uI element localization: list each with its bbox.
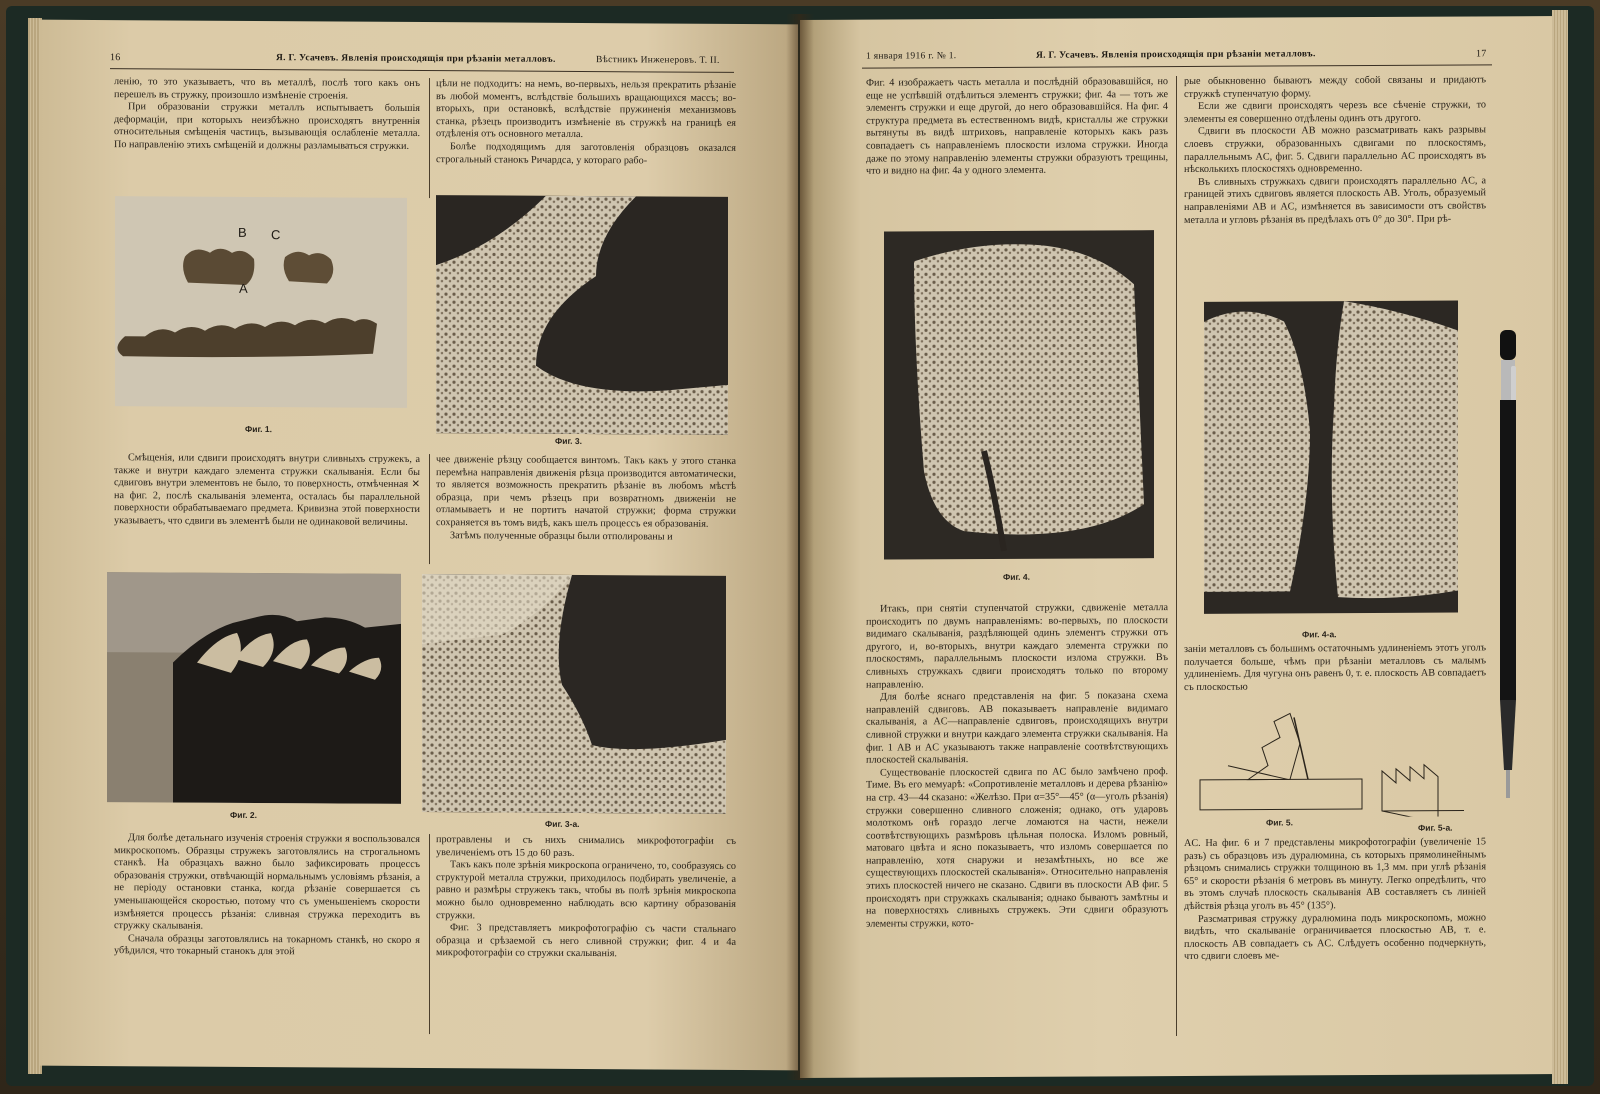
fig1-label-c: C [271, 227, 281, 243]
paragraph: Итакъ, при снятіи ступенчатой стружки, сдвиженіе металла происходитъ по двумъ направленіямъ: во-первыхъ, по плоскости видимаго скалыванія, раздѣляющей одинъ элементъ стружки отъ другого, и, во-вторыхъ, внутри каждаго элемента стружки по плоскостямъ, параллельнымъ плоскости излома стружки. Въ сливныхъ стружкахъ сдвиги происходятъ только по второму направленію. [866, 602, 1168, 691]
left-page-number: 16 [110, 52, 121, 64]
right-header-rule [862, 64, 1492, 68]
paragraph: При образованіи стружки металлъ испытываетъ большія деформаціи, при которыхъ неизбѣжно происходятъ внутреннія относительныя смѣщенія частицъ, вызывающія ослабленіе металла. По направленію этихъ смѣщеній и должны разламываться стружки. [114, 101, 420, 152]
fig5-diagram [1198, 707, 1364, 812]
fig3a-caption: Фиг. 3-а. [545, 818, 580, 829]
left-col2-top [436, 78, 736, 168]
right-col2-bottom [1184, 836, 1486, 964]
paragraph: Фиг. 4 изображаетъ часть металла и послѣдній образовавшійся, но еще не успѣвшій отдѣлиться элементъ стружки; фиг. 4а — тотъ же элементъ стружки и еще другой, до него образовавшійся. На фиг. 4 структура предмета въ естественномъ видѣ, кристаллы же стружки вытянуты въ видѣ штриховъ, направленіе которыхъ какъ разъ совпадаетъ съ направленіемъ плоскости излома стружки. Иногда даже по этому направленію элементы стружки образуютъ трещины, что и видно на фиг. 4а у одного элемента. [866, 76, 1168, 177]
fig1-label-b: B [238, 224, 247, 240]
paragraph: цѣли не подходитъ: на немъ, во-первыхъ, нельзя прекратить рѣзаніе въ любой моментъ, вслѣдствіе большихъ вращающихся массъ; во-вторыхъ, при остановкѣ, вслѣдствіе пружиненія механизмовъ станка, рѣзецъ производитъ измѣненіе въ стружкѣ на границѣ ея отдѣленія отъ основного металла. [436, 78, 736, 141]
right-col1-top [866, 76, 1168, 178]
column-rule [429, 834, 430, 1034]
fig2-caption: Фиг. 2. [230, 809, 257, 821]
paragraph: Въ сливныхъ стружкахъ сдвиги происходятъ параллельно AC, а границей этихъ сдвиговъ является плоскость AB. Уголъ, образуемый направленіями AB и AC, измѣняется въ зависимости отъ свойствъ металла и угловъ рѣзанія въ предѣлахъ отъ 0° до 30°. При рѣ- [1184, 175, 1486, 226]
paragraph: протравлены и съ нихъ снимались микрофотографіи съ увеличеніемъ отъ 15 до 60 разъ. [436, 834, 736, 859]
fig3-caption: Фиг. 3. [555, 435, 582, 446]
left-page [40, 20, 798, 1071]
fig3a-photo [422, 574, 726, 814]
left-header-title: Я. Г. Усачевъ. Явленія происходящія при рѣзаніи металловъ. [276, 53, 556, 65]
fig1-photo [115, 196, 407, 408]
right-col2-top [1184, 74, 1486, 227]
mechanical-pencil [1497, 330, 1519, 800]
fig5a-diagram [1378, 760, 1468, 816]
paragraph: рые обыкновенно бываютъ между собой связаны и придаютъ стружкѣ ступенчатую форму. [1184, 74, 1486, 100]
paragraph: Сдвиги въ плоскости AB можно разсматривать какъ разрывы слоевъ стружки, образованныхъ сдвигами по плоскостямъ, параллельнымъ AC, фиг. 5. Сдвиги параллельно AC происходятъ въ нѣсколькихъ плоскостяхъ одновременно. [1184, 124, 1486, 176]
left-col1-bottom [114, 832, 420, 960]
left-col1-top [114, 76, 420, 153]
fig5-caption: Фиг. 5. [1266, 817, 1293, 828]
paragraph: Разсматривая стружку дуралюмина подъ микроскопомъ, можно видѣть, что скалываніе ограничивается плоскостью AB, т. е. плоскость AB совпадаетъ съ AC. Слѣдуетъ особенно подчеркнуть, что сдвиги слоевъ ме- [1184, 911, 1486, 963]
fig5a-caption: Фиг. 5-а. [1418, 822, 1453, 833]
fig3-photo [436, 195, 728, 435]
paragraph: Смѣщенія, или сдвиги происходятъ внутри сливныхъ стружекъ, а также и внутри каждаго элемента стружки скалыванія. Если бы сдвиговъ внутри элементовъ не было, то поверхность, отмѣченная ✕ на фиг. 2, послѣ скалыванія элемента, осталась бы параллельной поверхности обрабатываемаго предмета. Кривизна этой поверхности указываетъ, что сдвиги въ элементѣ были не одинаковой величины. [114, 452, 420, 528]
column-rule [1176, 76, 1177, 1036]
left-col2-mid [436, 454, 736, 544]
paragraph: AC. На фиг. 6 и 7 представлены микрофотографіи (увеличеніе 15 разъ) съ образцовъ изъ дуралюмина, съ которыхъ прямолинейнымъ рѣзцомъ снимались стружки толщиною въ 1,3 мм. при углѣ рѣзанія 65° и скорости рѣзанія 6 метровъ въ минуту. Легко опредѣлить, что въ этомъ случаѣ плоскость скалыванія AB составляетъ съ линіей дѣйствія рѣзца уголъ въ 45° (135°). [1184, 836, 1486, 912]
fig4-caption: Фиг. 4. [1003, 571, 1030, 582]
paragraph: ленію, то это указываетъ, что въ металлѣ, послѣ того какъ онъ перешелъ въ стружку, произошло измѣненіе строенія. [114, 76, 420, 102]
right-col1-bottom [866, 602, 1168, 931]
paragraph: Болѣе подходящимъ для заготовленія образцовъ оказался строгальный станокъ Ричардса, у котораго рабо- [436, 141, 736, 166]
paragraph: Такъ какъ поле зрѣнія микроскопа ограничено, то, сообразуясь со структурой металла стружки, приходилось подбирать увеличеніе, а равно и размѣры стружекъ такъ, чтобы въ полѣ зрѣнія микроскопа можно было одновременно наблюдать всю картину образованія стружки. [436, 859, 736, 921]
left-header-rule [110, 68, 734, 73]
left-header-journal: Вѣстникъ Инженеровъ. Т. II. [596, 55, 720, 66]
paragraph: Сначала образцы заготовлялись на токарномъ станкѣ, но скоро я убѣдился, что токарный станокъ для этой [114, 932, 420, 958]
paragraph: заніи металловъ съ большимъ остаточнымъ удлиненіемъ этотъ уголъ получается больше, чѣмъ при рѣзаніи металловъ съ малымъ удлиненіемъ. Для чугуна онъ равенъ 0, т. е. плоскость AB совпадаетъ съ плоскостью [1184, 642, 1486, 693]
right-page-number: 17 [1476, 48, 1487, 60]
paragraph: Для болѣе яснаго представленія на фиг. 5 показана схема направленій сдвиговъ. AB показываетъ направленіе видимаго скалыванія, а AC—направленіе сдвиговъ, происходящихъ внутри сливной стружки и внутри каждаго элемента стружки скалыванія. На фиг. 1 AB и AC указываютъ также направленіе соотвѣтствующихъ плоскостей скалыванія. [866, 690, 1168, 766]
paragraph: чее движеніе рѣзцу сообщается винтомъ. Такъ какъ у этого станка перемѣна направленія движенія рѣзца производится автоматически, то является возможность прекратить рѣзаніе въ любомъ мѣстѣ образца, при чемъ рѣзецъ при возвратномъ движеніи не отламываетъ и не портитъ начатой стружки; форма стружки сохраняется въ томъ видѣ, какъ шелъ процессъ ея образованія. [436, 454, 736, 530]
paragraph: Фиг. 3 представляетъ микрофотографію съ части стальнаго образца и срѣзаемой съ него сливной стружки; фиг. 4 и 4а микрофотографіи со стружки скалыванія. [436, 922, 736, 960]
fig4a-photo [1204, 301, 1458, 614]
fig4-photo [884, 230, 1154, 559]
left-col2-bottom [436, 834, 736, 962]
fig1-caption: Фиг. 1. [245, 423, 272, 435]
right-header-date: 1 января 1916 г. № 1. [866, 51, 957, 62]
right-col2-mid [1184, 642, 1486, 694]
column-rule [429, 78, 430, 198]
book-gutter [786, 14, 814, 1080]
right-page-edges [1552, 10, 1568, 1084]
fig4a-caption: Фиг. 4-а. [1302, 629, 1337, 640]
right-header-title: Я. Г. Усачевъ. Явленія происходящія при рѣзаніи металловъ. [1036, 49, 1316, 61]
paragraph: Существованіе плоскостей сдвига по AC было замѣчено проф. Тиме. Въ его мемуарѣ: «Сопротивленіе металловъ и дерева рѣзанію» на стр. 43—44 сказано: «Желѣзо. При α=35°—45° (α—уголъ рѣзанія) стружки совершенно сливного сложенія; однако, отъ ударовъ молоткомъ онѣ гораздо легче ломаются на части, нежели соотвѣтствующихъ размѣровъ цѣльная полоска. Изломъ ровный, матоваго цвѣта и ясно показываетъ, что изломъ совершается по направленію, хотя снаружи и незамѣтныхъ, но все же существующихъ плоскостей скалыванія». Относительно направленія этихъ плоскостей ничего не сказано. Сдвиги въ плоскости AB фиг. 5 происходятъ при стружкахъ скалыванія; однако бываютъ замѣтны и на поверхностяхъ сливныхъ стружекъ. Эти сдвиги образуютъ элементы стружки, кото- [866, 765, 1168, 930]
paragraph: Если же сдвиги происходятъ черезъ все сѣченіе стружки, то элементы ея совершенно отдѣлены одинъ отъ другого. [1184, 99, 1486, 125]
left-col1-mid [114, 452, 420, 529]
fig1-label-a: A [239, 280, 248, 296]
paragraph: Для болѣе детальнаго изученія строенія стружки я воспользовался микроскопомъ. Образцы стружекъ заготовлялись на строгальномъ станкѣ. На образцахъ важно было зафиксировать процессъ образованія стружки, отвѣчающій нормальнымъ условіямъ рѣзанія, а не періоду остановки станка, когда рѣзаніе совершается съ уменьшающейся скоростью, потому что съ уменьшеніемъ скорости измѣняется процессъ рѣзанія: сливная стружка переходитъ въ стружку скалыванія. [114, 832, 420, 932]
right-page [800, 16, 1560, 1078]
fig2-photo [107, 572, 401, 804]
column-rule [429, 454, 430, 564]
paragraph: Затѣмъ полученные образцы были отполированы и [450, 529, 673, 543]
